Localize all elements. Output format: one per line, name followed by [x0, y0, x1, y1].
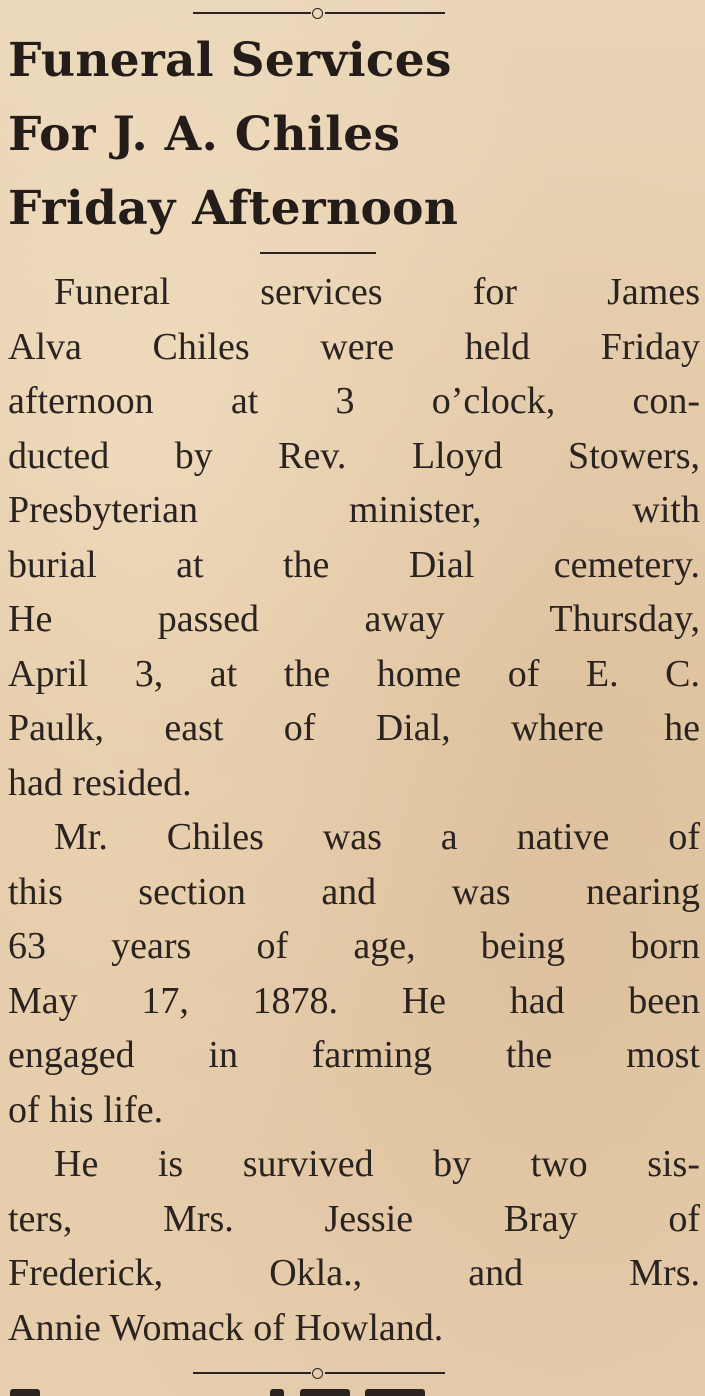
text-line: He is survived by two sis- — [54, 1143, 700, 1185]
headline-line-2: For J. A. Chiles — [8, 107, 401, 162]
divider-line-right — [325, 1372, 445, 1374]
divider-line-left — [193, 1372, 311, 1374]
text-line: engaged in farming the most — [8, 1034, 700, 1076]
text-line: of his life. — [8, 1088, 164, 1131]
text-line: 63 years of age, being born — [8, 925, 700, 967]
divider-circle-icon — [312, 8, 323, 19]
divider-line-right — [325, 12, 445, 14]
clipped-glyph — [270, 1389, 284, 1396]
text-line: afternoon at 3 o’clock, con- — [8, 380, 700, 422]
text-line: ducted by Rev. Lloyd Stowers, — [8, 434, 700, 477]
text-line: April 3, at the home of E. C. — [8, 652, 700, 695]
text-line: He passed away Thursday, — [8, 598, 700, 640]
clipped-glyph — [365, 1389, 425, 1396]
text-line: Alva Chiles were held Friday — [8, 325, 700, 368]
top-divider-ornament — [193, 8, 445, 18]
headline-rule — [260, 252, 376, 254]
paragraph-2 — [8, 810, 700, 1137]
text-line: Presbyterian minister, with — [8, 489, 700, 531]
text-line: this section and was nearing — [8, 870, 700, 913]
text-line: had resided. — [8, 761, 192, 804]
clipped-glyph — [10, 1389, 40, 1396]
text-line: burial at the Dial cemetery. — [8, 543, 700, 586]
text-line: Paulk, east of Dial, where he — [8, 707, 700, 749]
text-line: Mr. Chiles was a native of — [54, 816, 700, 858]
headline-line-1: Funeral Services — [8, 33, 452, 88]
text-line: May 17, 1878. He had been — [8, 979, 700, 1022]
article-body — [8, 265, 700, 1355]
bottom-divider-ornament — [193, 1368, 445, 1378]
headline-line-3: Friday Afternoon — [8, 181, 459, 236]
paragraph-3 — [8, 1137, 700, 1355]
divider-line-left — [193, 12, 311, 14]
text-line: Annie Womack of Howland. — [8, 1306, 444, 1349]
text-line: Funeral services for James — [54, 271, 700, 313]
divider-circle-icon — [312, 1368, 323, 1379]
text-line: Frederick, Okla., and Mrs. — [8, 1252, 700, 1294]
text-line: ters, Mrs. Jessie Bray of — [8, 1197, 700, 1240]
clipped-next-headline — [0, 1386, 705, 1396]
article-headline — [8, 24, 698, 246]
clipped-glyph — [300, 1389, 350, 1396]
paragraph-1 — [8, 265, 700, 810]
